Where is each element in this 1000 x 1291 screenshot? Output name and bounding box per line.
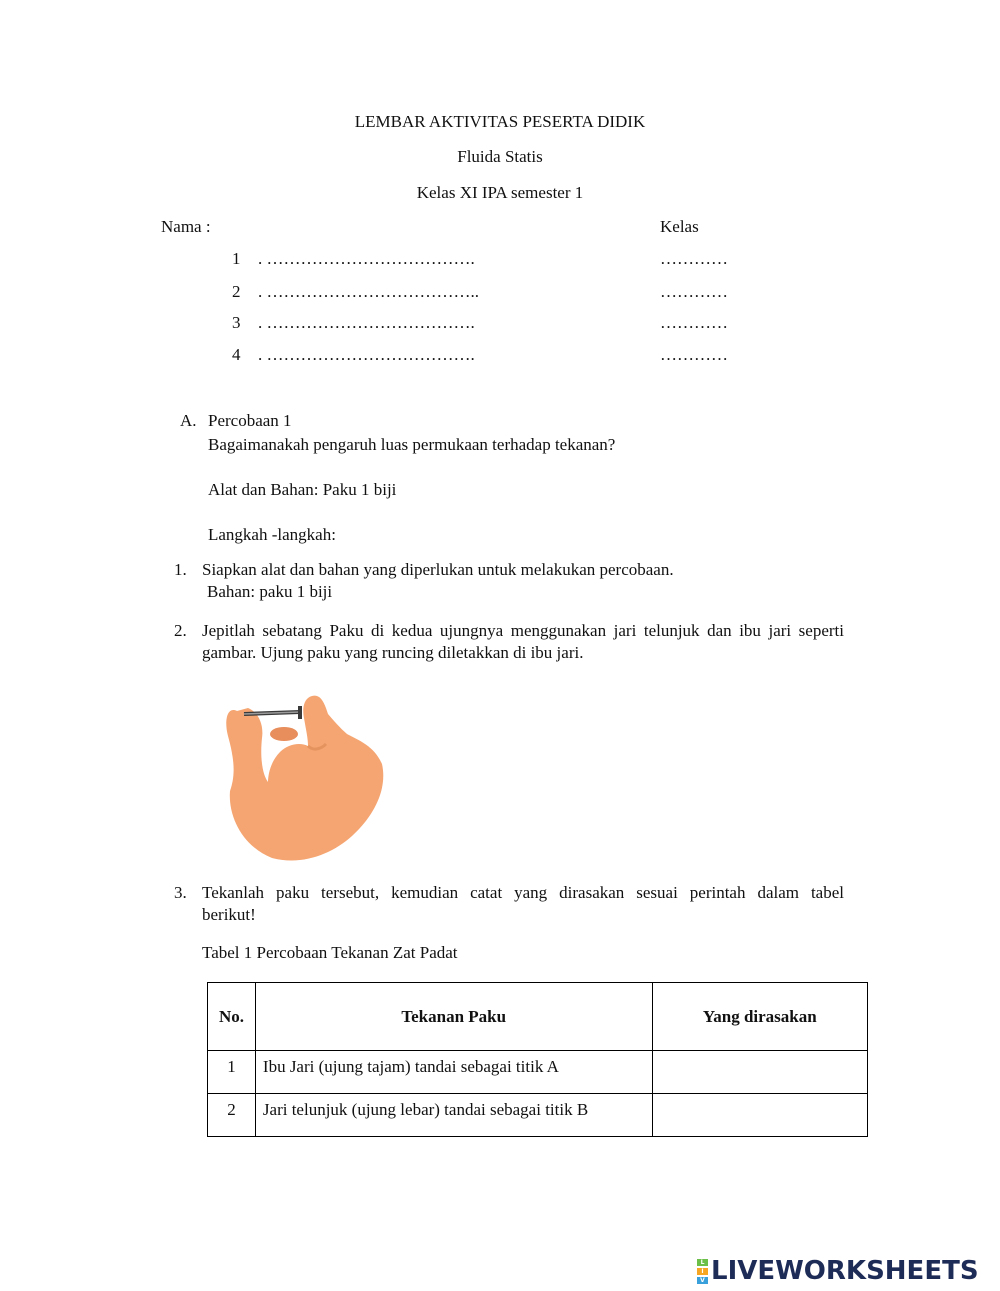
class-field[interactable]: ………… <box>660 313 728 332</box>
class-field[interactable]: ………… <box>660 282 728 301</box>
column-header-tekanan: Tekanan Paku <box>255 983 652 1051</box>
page-title: LEMBAR AKTIVITAS PESERTA DIDIK <box>354 112 646 131</box>
step-text: Jepitlah sebatang Paku di kedua ujungnya menggunakan jari telunjuk dan ibu jari seperti <box>202 621 844 640</box>
table-row <box>208 1094 868 1137</box>
answer-cell[interactable] <box>652 1094 867 1137</box>
identity-row-number: 4 <box>232 345 241 364</box>
identity-row-number: 3 <box>232 313 241 332</box>
name-field[interactable]: . ………………………………. <box>258 249 475 268</box>
page-subtitle: Fluida Statis <box>457 147 543 166</box>
class-label: Kelas <box>660 217 699 236</box>
hand-illustration <box>222 686 392 862</box>
row-number: 2 <box>208 1094 256 1137</box>
table-header-row <box>208 983 868 1051</box>
section-title: Percobaan 1 <box>208 411 292 430</box>
step-text: Tekanlah paku tersebut, kemudian catat yang dirasakan sesuai perintah dalam tabel <box>202 883 844 902</box>
section-question: Bagaimanakah pengaruh luas permukaan terhadap tekanan? <box>208 435 616 454</box>
name-label: Nama : <box>161 217 211 236</box>
identity-row-number: 2 <box>232 282 241 301</box>
name-field[interactable]: . ……………………………….. <box>258 282 479 301</box>
logo-block: L <box>697 1259 708 1266</box>
row-tekanan: Ibu Jari (ujung tajam) tandai sebagai titik A <box>255 1051 652 1094</box>
logo-text: LIVEWORKSHEETS <box>711 1256 979 1286</box>
step-number: 1. <box>174 560 187 579</box>
name-field[interactable]: . ………………………………. <box>258 313 475 332</box>
class-field[interactable]: ………… <box>660 345 728 364</box>
column-header-no: No. <box>208 983 256 1051</box>
logo-block: I <box>697 1268 708 1275</box>
section-marker: A. <box>180 411 197 430</box>
step-number: 2. <box>174 621 187 640</box>
step-number: 3. <box>174 883 187 902</box>
identity-row-number: 1 <box>232 249 241 268</box>
steps-heading: Langkah -langkah: <box>208 525 336 544</box>
hand-holding-nail-icon <box>222 686 392 862</box>
logo-block: V <box>697 1277 708 1284</box>
step-text: gambar. Ujung paku yang runcing diletakkan di ibu jari. <box>202 643 584 662</box>
table-row <box>208 1051 868 1094</box>
liveworksheets-logo <box>697 1256 979 1286</box>
name-field[interactable]: . ………………………………. <box>258 345 475 364</box>
column-header-yang-dirasakan: Yang dirasakan <box>652 983 867 1051</box>
step-text: Siapkan alat dan bahan yang diperlukan untuk melakukan percobaan. <box>202 560 674 579</box>
logo-blocks-icon <box>697 1259 708 1284</box>
step-text: Bahan: paku 1 biji <box>207 582 333 601</box>
row-tekanan: Jari telunjuk (ujung lebar) tandai sebagai titik B <box>255 1094 652 1137</box>
step-text: berikut! <box>202 905 256 924</box>
answer-cell[interactable] <box>652 1051 867 1094</box>
tools-materials: Alat dan Bahan: Paku 1 biji <box>208 480 397 499</box>
results-table <box>207 982 868 1137</box>
table-caption: Tabel 1 Percobaan Tekanan Zat Padat <box>202 943 458 962</box>
row-number: 1 <box>208 1051 256 1094</box>
class-field[interactable]: ………… <box>660 249 728 268</box>
class-line: Kelas XI IPA semester 1 <box>416 183 584 202</box>
